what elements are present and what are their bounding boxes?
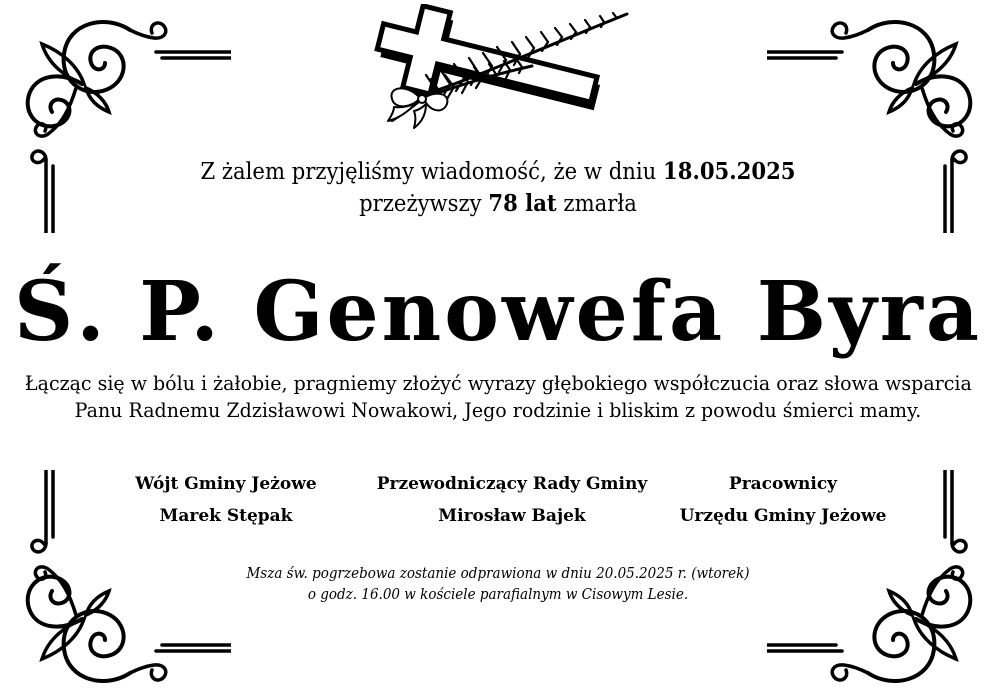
signature-column-przewodniczacy <box>377 468 647 532</box>
condolence-line1: Łącząc się w bólu i żałobie, pragniemy złożyć wyrazy głębokiego współczucia oraz słowa wsparcia <box>24 371 972 395</box>
announcement-line2-pre: przeżywszy <box>359 191 489 217</box>
cross-palm-icon <box>352 4 644 136</box>
condolence-line2: Panu Radnemu Zdzisławowi Nowakowi, Jego rodzinie i bliskim z powodu śmierci mamy. <box>74 398 922 422</box>
signature-role: Wójt Gminy Jeżowe <box>135 474 317 494</box>
condolence-text <box>25 370 971 424</box>
announcement-line2 <box>40 188 956 220</box>
announcement-line1 <box>40 156 956 188</box>
signature-role: Przewodniczący Rady Gminy <box>376 474 648 494</box>
funeral-line2: o godz. 16.00 w kościele parafialnym w Cisowym Lesie. <box>307 585 689 603</box>
signature-role: Pracownicy <box>728 474 838 494</box>
announcement-date: 18.05.2025 <box>663 158 796 185</box>
signature-column-pracownicy <box>680 468 887 532</box>
signature-column-wojt <box>135 468 316 532</box>
deceased-name: Ś. P. Genowefa Byra <box>13 264 982 360</box>
funeral-info <box>50 563 946 605</box>
announcement-text <box>40 156 956 220</box>
funeral-line1: Msza św. pogrzebowa zostanie odprawiona w dniu 20.05.2025 r. (wtorek) <box>246 564 750 582</box>
announcement-line1-normal: Z żalem przyjęliśmy wiadomość, że w dniu <box>200 159 664 185</box>
announcement-line2-post: zmarła <box>556 191 637 217</box>
signature-name: Marek Stępak <box>159 506 293 526</box>
signature-name: Mirosław Bajek <box>438 506 586 526</box>
announcement-age: 78 lat <box>488 190 557 217</box>
signature-name: Urzędu Gminy Jeżowe <box>679 506 887 526</box>
